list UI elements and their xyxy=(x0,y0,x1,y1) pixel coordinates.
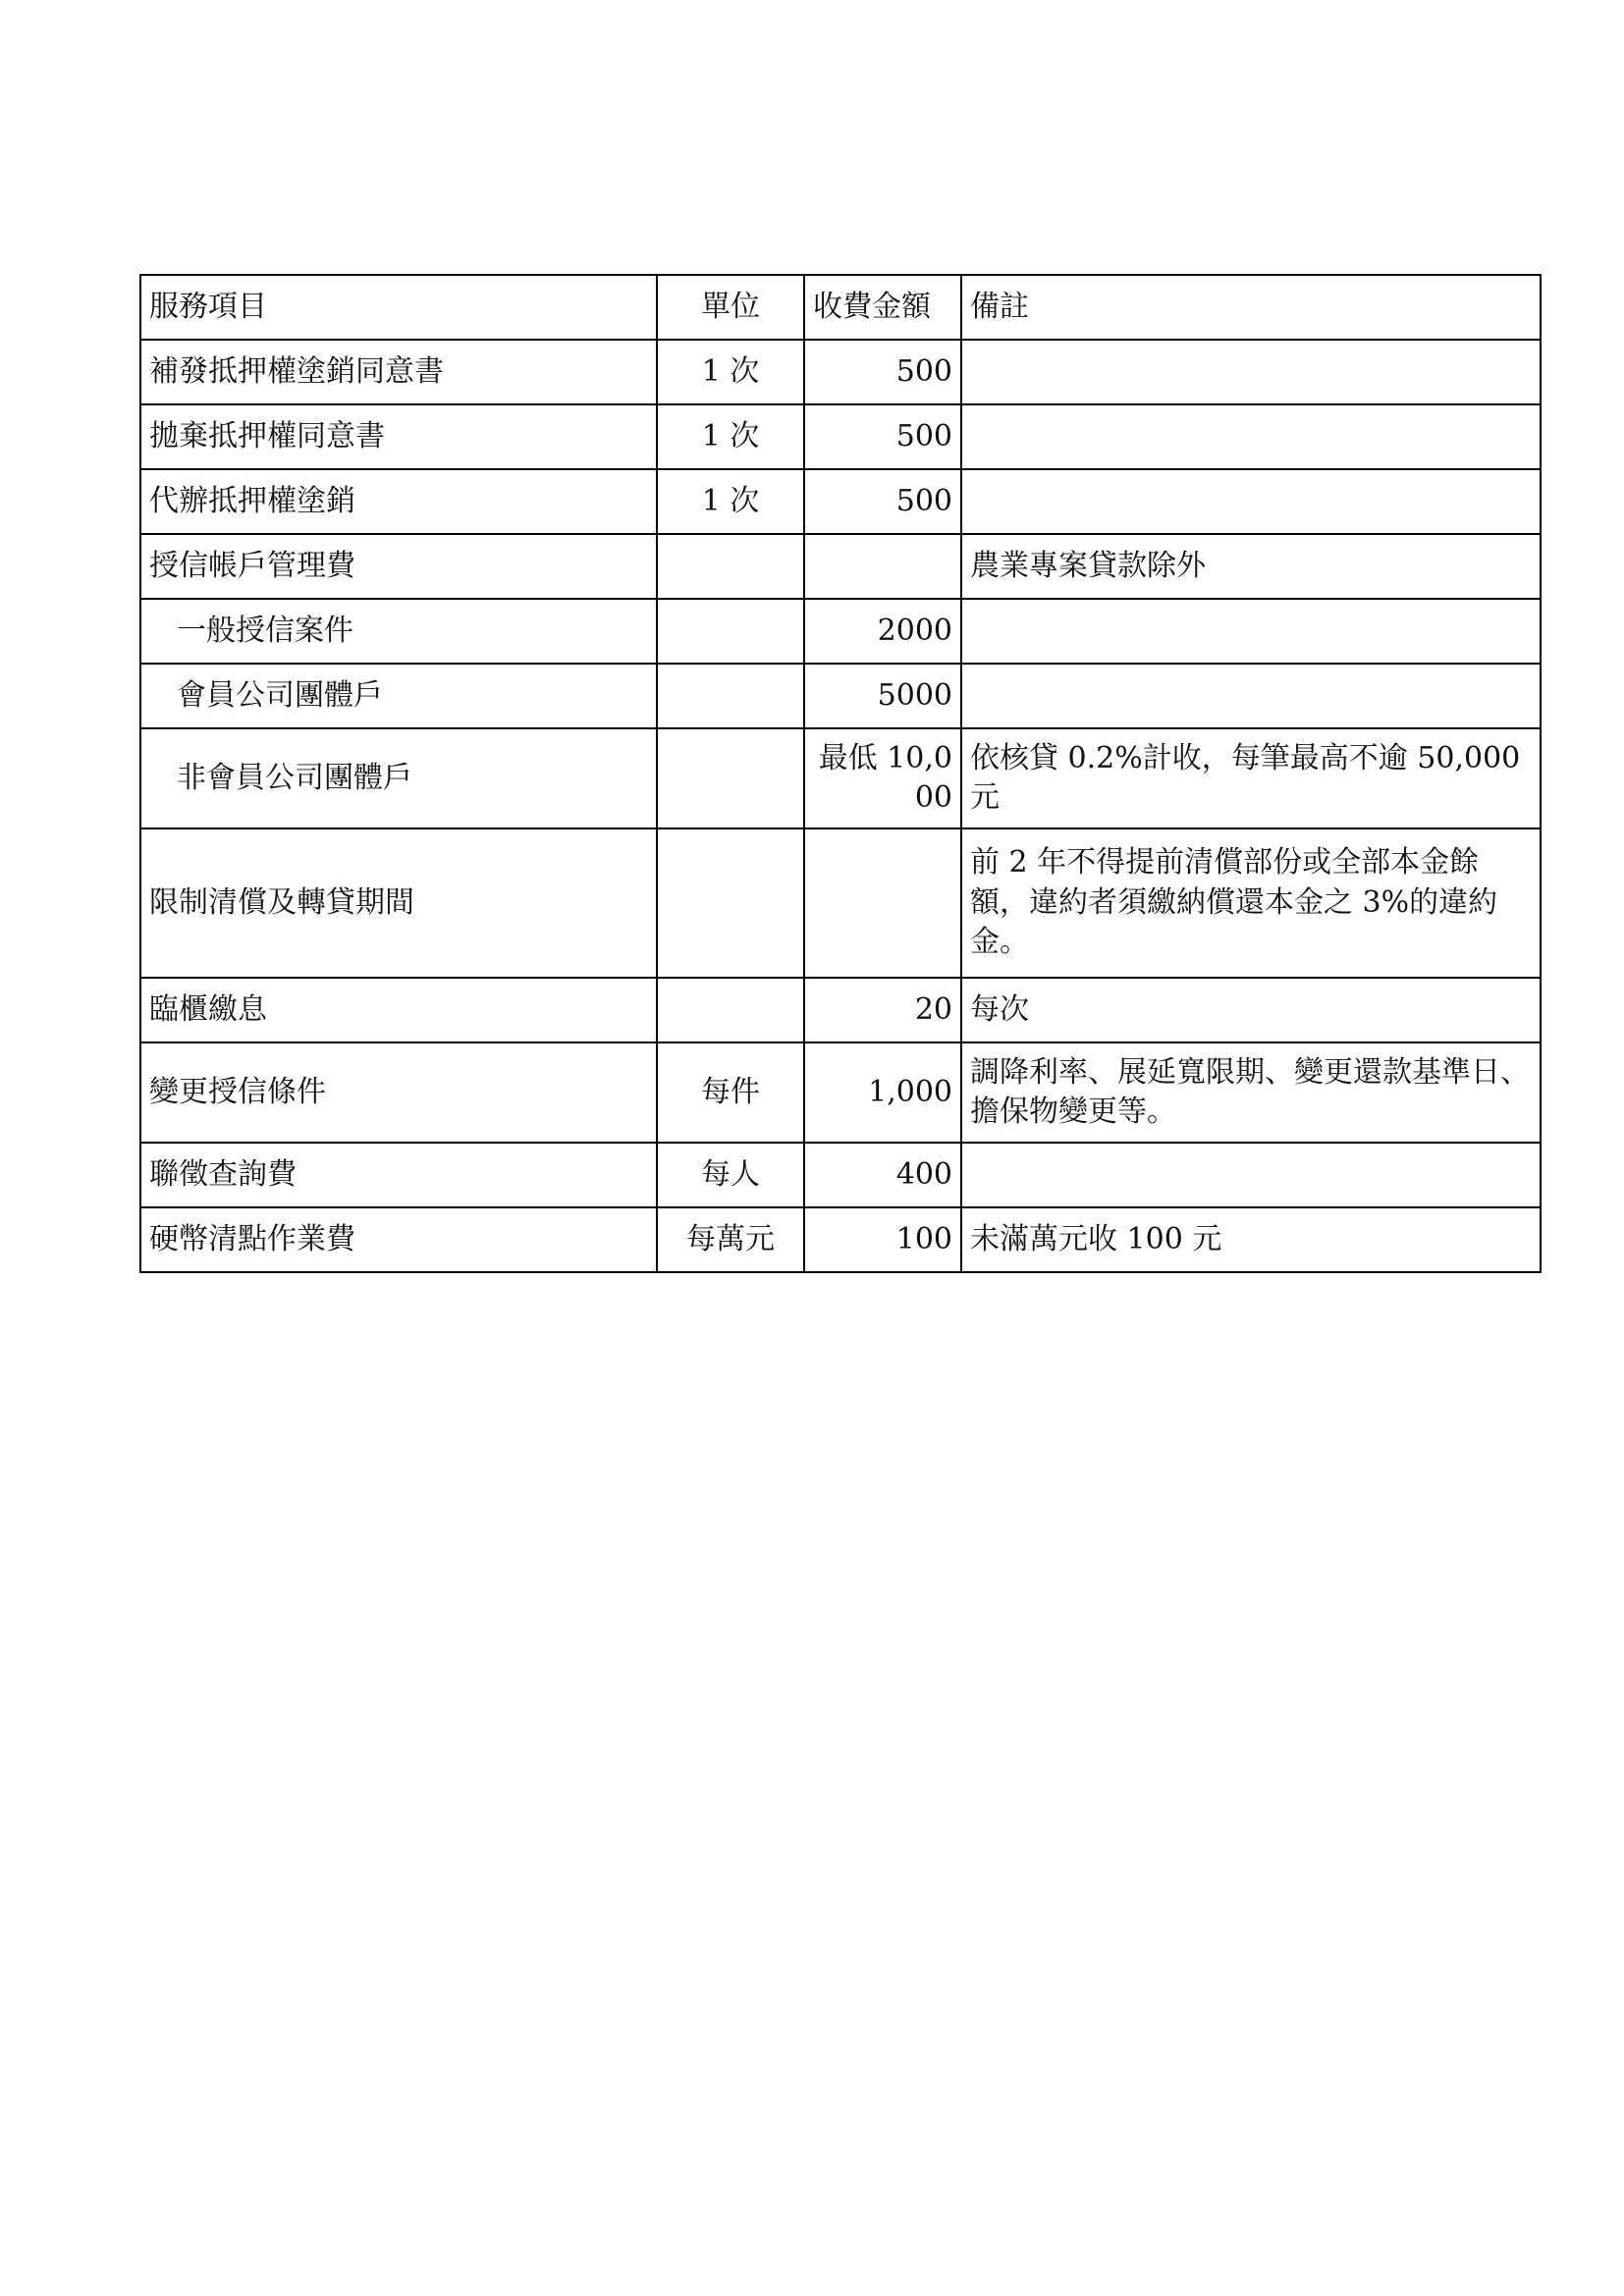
cell-amount: 500 xyxy=(804,469,961,534)
fee-table xyxy=(139,274,1542,1273)
table-header-row xyxy=(140,275,1541,340)
table-row xyxy=(140,1143,1541,1207)
cell-item: 一般授信案件 xyxy=(140,599,657,664)
cell-unit: 1 次 xyxy=(657,340,804,404)
table-row xyxy=(140,828,1541,978)
cell-amount: 2000 xyxy=(804,599,961,664)
cell-note xyxy=(961,599,1541,664)
cell-note xyxy=(961,404,1541,469)
cell-note xyxy=(961,469,1541,534)
cell-unit xyxy=(657,599,804,664)
cell-amount: 20 xyxy=(804,978,961,1042)
table-row xyxy=(140,978,1541,1042)
cell-item: 代辦抵押權塗銷 xyxy=(140,469,657,534)
cell-amount: 最低 10,000 xyxy=(804,728,961,828)
cell-amount xyxy=(804,534,961,599)
cell-item: 聯徵查詢費 xyxy=(140,1143,657,1207)
cell-note: 農業專案貸款除外 xyxy=(961,534,1541,599)
cell-amount: 500 xyxy=(804,404,961,469)
cell-unit xyxy=(657,828,804,978)
cell-unit xyxy=(657,728,804,828)
cell-item: 會員公司團體戶 xyxy=(140,664,657,728)
table-row xyxy=(140,1042,1541,1143)
table-row xyxy=(140,599,1541,664)
cell-unit: 1 次 xyxy=(657,469,804,534)
cell-amount: 400 xyxy=(804,1143,961,1207)
cell-note xyxy=(961,664,1541,728)
header-unit: 單位 xyxy=(657,275,804,340)
cell-unit xyxy=(657,664,804,728)
cell-unit: 每件 xyxy=(657,1042,804,1143)
cell-unit xyxy=(657,534,804,599)
table-row xyxy=(140,534,1541,599)
cell-amount: 5000 xyxy=(804,664,961,728)
table-row xyxy=(140,1207,1541,1272)
cell-unit: 1 次 xyxy=(657,404,804,469)
header-item: 服務項目 xyxy=(140,275,657,340)
cell-item: 拋棄抵押權同意書 xyxy=(140,404,657,469)
table-row xyxy=(140,469,1541,534)
cell-note: 調降利率、展延寬限期、變更還款基準日、擔保物變更等。 xyxy=(961,1042,1541,1143)
cell-note xyxy=(961,340,1541,404)
cell-note: 依核貸 0.2%計收，每筆最高不逾 50,000 元 xyxy=(961,728,1541,828)
cell-unit: 每萬元 xyxy=(657,1207,804,1272)
cell-amount: 100 xyxy=(804,1207,961,1272)
header-note: 備註 xyxy=(961,275,1541,340)
cell-item: 補發抵押權塗銷同意書 xyxy=(140,340,657,404)
cell-note: 每次 xyxy=(961,978,1541,1042)
table-row xyxy=(140,664,1541,728)
cell-item: 變更授信條件 xyxy=(140,1042,657,1143)
cell-note xyxy=(961,1143,1541,1207)
table-row xyxy=(140,404,1541,469)
table-row xyxy=(140,340,1541,404)
cell-amount xyxy=(804,828,961,978)
cell-item: 授信帳戶管理費 xyxy=(140,534,657,599)
cell-note: 未滿萬元收 100 元 xyxy=(961,1207,1541,1272)
cell-item: 硬幣清點作業費 xyxy=(140,1207,657,1272)
cell-unit xyxy=(657,978,804,1042)
cell-item: 限制清償及轉貸期間 xyxy=(140,828,657,978)
cell-unit: 每人 xyxy=(657,1143,804,1207)
cell-item: 臨櫃繳息 xyxy=(140,978,657,1042)
header-amount: 收費金額 xyxy=(804,275,961,340)
table-row xyxy=(140,728,1541,828)
cell-amount: 500 xyxy=(804,340,961,404)
cell-note: 前 2 年不得提前清償部份或全部本金餘額，違約者須繳納償還本金之 3%的違約金。 xyxy=(961,828,1541,978)
cell-item: 非會員公司團體戶 xyxy=(140,728,657,828)
cell-amount: 1,000 xyxy=(804,1042,961,1143)
